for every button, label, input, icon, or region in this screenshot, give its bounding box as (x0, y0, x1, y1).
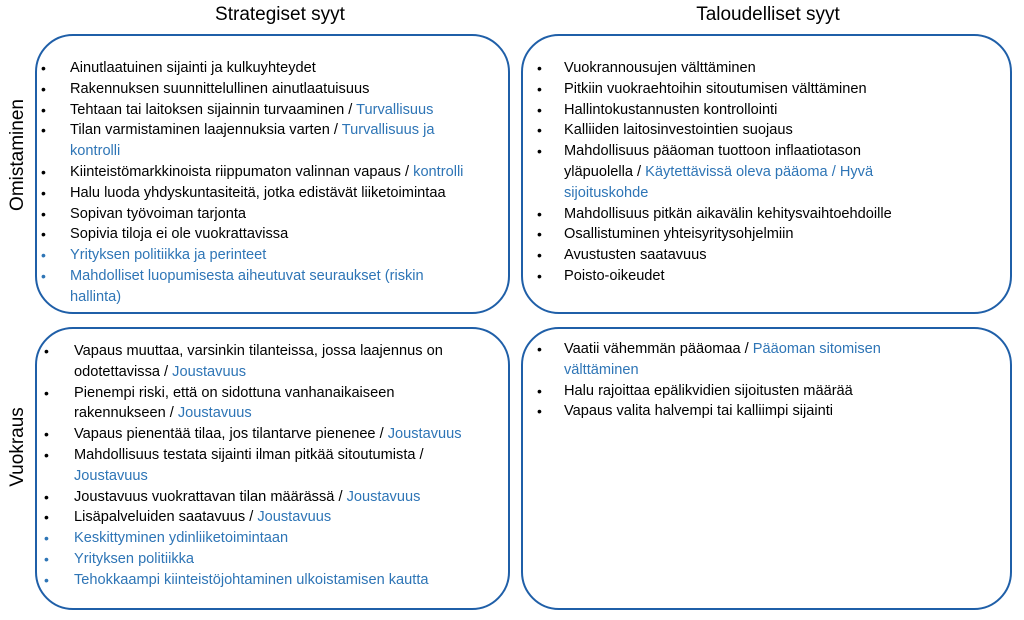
list-item (537, 245, 1004, 266)
list-item (41, 120, 515, 162)
bullet-icon: • (41, 163, 46, 180)
item-text: Avustusten saatavuus (564, 247, 707, 264)
bullet-icon: • (537, 122, 542, 139)
bullet-icon: • (41, 226, 46, 243)
item-text: Vuokrannousujen välttäminen (564, 60, 756, 76)
item-text: Joustavuus vuokrattavan tilan määrässä / (74, 488, 347, 505)
bullet-icon: • (44, 446, 49, 463)
keyword-text: Yrityksen politiikka (74, 550, 195, 567)
box-renting-strategic (35, 327, 510, 610)
item-text: Tilan varmistaminen laajennuksia varten / (70, 122, 342, 139)
list-item (44, 383, 504, 425)
keyword-text: Turvallisuus (356, 101, 434, 118)
list-item (44, 424, 504, 445)
row-header-renting: Vuokraus (7, 407, 28, 487)
box-owning-strategic (35, 34, 510, 314)
list-renting-strategic (44, 341, 504, 591)
item-text: Pienempi riski, että on sidottuna vanhanaikaiseen (74, 384, 395, 401)
bullet-icon: • (44, 571, 49, 588)
keyword-text: Pääoman sitomisen (752, 341, 881, 357)
keyword-text: välttäminen (564, 361, 639, 378)
bullet-icon: • (44, 426, 49, 443)
list-item (44, 341, 504, 383)
bullet-icon: • (44, 530, 49, 547)
keyword-text: kontrolli (70, 143, 121, 160)
item-text: odotettavissa / (74, 363, 173, 380)
list-item (41, 266, 515, 308)
list-owning-strategic (41, 58, 515, 308)
item-text: Vaatii vähemmän pääomaa / (564, 341, 753, 357)
bullet-icon: • (537, 60, 542, 76)
keyword-text: Joustavuus (257, 509, 332, 526)
item-text: Kalliiden laitosinvestointien suojaus (564, 122, 793, 139)
keyword-text: Joustavuus (346, 488, 421, 505)
list-item (41, 224, 515, 245)
box-renting-economic (521, 327, 1012, 610)
item-text: Rakennuksen suunnittelullinen ainutlaatuisuus (70, 80, 370, 97)
keyword-text: Joustavuus (172, 363, 246, 380)
list-item (44, 528, 504, 549)
keyword-text: kontrolli (413, 163, 464, 180)
bullet-icon: • (537, 247, 542, 264)
bullet-icon: • (44, 488, 49, 505)
bullet-icon: • (41, 122, 46, 139)
item-text: yläpuolella / (564, 163, 646, 180)
item-text: Osallistuminen yhteisyritysohjelmiin (564, 226, 794, 243)
bullet-icon: • (44, 343, 49, 359)
keyword-text: Käytettävissä oleva pääoma / Hyvä (645, 163, 874, 180)
list-item (537, 141, 1004, 203)
bullet-icon: • (537, 226, 542, 243)
column-header-economic: Taloudelliset syyt (696, 4, 840, 25)
item-text: Mahdollisuus testata sijainti ilman pitkää sitoutumista / (74, 446, 424, 463)
bullet-icon: • (537, 382, 542, 399)
item-text: Poisto-oikeudet (564, 267, 665, 284)
list-item (537, 79, 1004, 100)
item-text: Sopivan työvoiman tarjonta (70, 205, 247, 222)
item-text: Vapaus muuttaa, varsinkin tilanteissa, jossa laajennus on (74, 343, 443, 359)
bullet-icon: • (537, 403, 542, 420)
keyword-text: sijoituskohde (564, 184, 649, 201)
bullet-icon: • (44, 509, 49, 526)
list-item (41, 162, 515, 183)
bullet-icon: • (41, 267, 46, 284)
box-owning-economic (521, 34, 1012, 314)
item-text: Halu rajoittaa epälikvidien sijoitusten määrää (564, 382, 853, 399)
bullet-icon: • (537, 341, 542, 357)
item-text: Ainutlaatuinen sijainti ja kulkuyhteydet (70, 60, 316, 76)
item-text: Tehtaan tai laitoksen sijainnin turvaaminen / (70, 101, 357, 118)
keyword-text: Joustavuus (387, 426, 462, 443)
keyword-text: hallinta) (70, 288, 122, 305)
keyword-text: Tehokkaampi kiinteistöjohtaminen ulkoistamisen kautta (74, 571, 429, 588)
bullet-icon: • (537, 101, 542, 118)
item-text: Sopivia tiloja ei ole vuokrattavissa (70, 226, 289, 243)
list-item (44, 570, 504, 591)
list-item (537, 266, 1004, 287)
bullet-icon: • (537, 205, 542, 222)
bullet-icon: • (41, 247, 46, 264)
list-item (44, 445, 504, 487)
item-text: Vapaus valita halvempi tai kalliimpi sijainti (564, 403, 834, 420)
list-item (537, 100, 1004, 121)
list-item (41, 245, 515, 266)
keyword-text: Keskittyminen ydinliiketoimintaan (74, 530, 289, 547)
bullet-icon: • (44, 550, 49, 567)
bullet-icon: • (41, 80, 46, 97)
column-header-strategic: Strategiset syyt (215, 4, 345, 25)
keyword-text: Joustavuus (74, 467, 148, 484)
keyword-text: Mahdolliset luopumisesta aiheutuvat seuraukset (riskin (70, 267, 424, 284)
list-item (41, 183, 515, 204)
item-text: Halu luoda yhdyskuntasiteitä, jotka edistävät liiketoimintaa (70, 184, 446, 201)
list-item (537, 58, 1004, 79)
row-header-owning: Omistaminen (7, 99, 28, 211)
list-item (537, 120, 1004, 141)
bullet-icon: • (41, 60, 46, 76)
list-item (537, 401, 1004, 422)
item-text: Mahdollisuus pääoman tuottoon inflaatiotason (564, 143, 861, 160)
bullet-icon: • (41, 184, 46, 201)
bullet-icon: • (537, 80, 542, 97)
list-renting-economic (537, 339, 1004, 422)
list-item (44, 487, 504, 508)
list-owning-economic (537, 58, 1004, 287)
list-item (44, 549, 504, 570)
item-text: Kiinteistömarkkinoista riippumaton valinnan vapaus / (70, 163, 414, 180)
item-text: Mahdollisuus pitkän aikavälin kehitysvaihtoehdoille (564, 205, 892, 222)
list-item (41, 58, 515, 79)
keyword-text: Joustavuus (177, 405, 252, 422)
bullet-icon: • (41, 101, 46, 118)
bullet-icon: • (537, 143, 542, 160)
list-item (41, 100, 515, 121)
keyword-text: Yrityksen politiikka ja perinteet (70, 247, 267, 264)
list-item (537, 381, 1004, 402)
bullet-icon: • (41, 205, 46, 222)
list-item (537, 204, 1004, 225)
list-item (537, 339, 1004, 381)
bullet-icon: • (44, 384, 49, 401)
item-text: Lisäpalveluiden saatavuus / (74, 509, 258, 526)
list-item (44, 507, 504, 528)
list-item (41, 204, 515, 225)
item-text: Pitkiin vuokraehtoihin sitoutumisen välttäminen (564, 80, 867, 97)
list-item (537, 224, 1004, 245)
item-text: Hallintokustannusten kontrollointi (564, 101, 778, 118)
list-item (41, 79, 515, 100)
item-text: rakennukseen / (74, 405, 178, 422)
item-text: Vapaus pienentää tilaa, jos tilantarve pienenee / (74, 426, 388, 443)
keyword-text: Turvallisuus ja (341, 122, 435, 139)
bullet-icon: • (537, 267, 542, 284)
